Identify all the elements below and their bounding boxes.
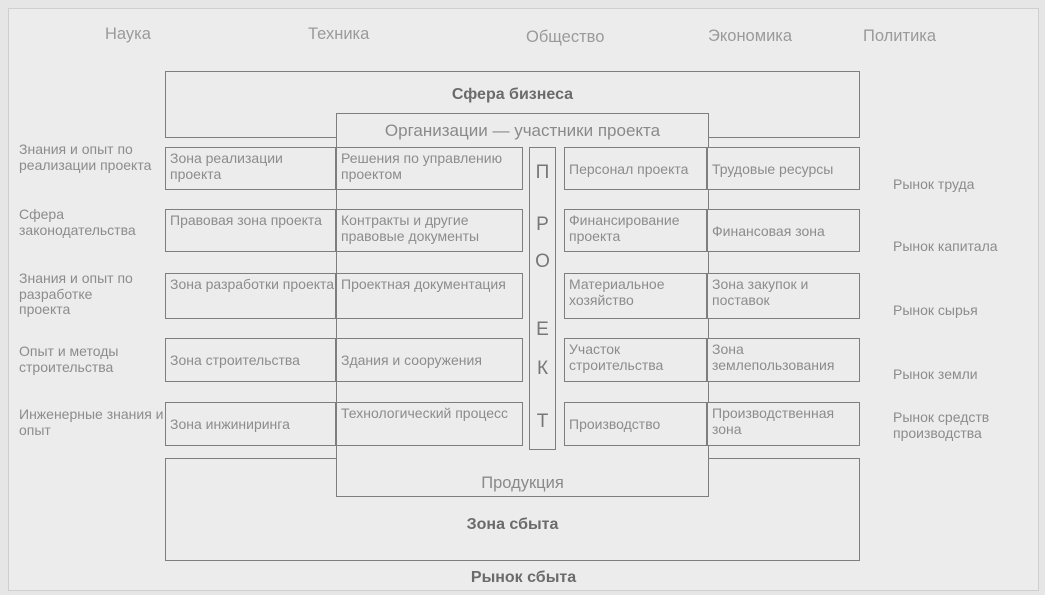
project-bar xyxy=(529,147,556,450)
inner-right-cell: Производство xyxy=(564,402,707,446)
label-science: Наука xyxy=(105,25,151,43)
outer-right-cell: Трудовые ресурсы xyxy=(707,147,860,190)
outer-right-cell: Финансовая зона xyxy=(707,209,860,252)
label-technology: Техника xyxy=(308,25,370,43)
label-politics: Политика xyxy=(863,27,937,45)
market-label: Рынок капитала xyxy=(893,238,998,254)
left-label: Опыт и методы строительства xyxy=(19,343,119,375)
inner-right-cell: Персонал проекта xyxy=(564,147,707,190)
zone-cell: Зона разработки проекта xyxy=(165,273,336,319)
inner-right-cell: Финансирование проекта xyxy=(564,209,707,252)
sales-market-title: Рынок сбыта xyxy=(470,569,577,586)
outer-right-cell: Зона закупок и поставок xyxy=(707,273,860,319)
zone-cell: Зона строительства xyxy=(165,338,336,382)
market-label: Рынок сырья xyxy=(893,302,978,318)
project-letter: К xyxy=(536,358,549,379)
sales-zone-title: Зона сбыта xyxy=(466,516,559,533)
inner-left-cell: Проектная документация xyxy=(336,273,523,319)
business-sphere-title: Сфера бизнеса xyxy=(451,86,574,103)
inner-left-cell: Здания и сооружения xyxy=(336,338,523,382)
zone-cell: Зона реализации проекта xyxy=(165,147,336,190)
left-label: Сфера законодательства xyxy=(19,206,136,238)
project-letter: О xyxy=(535,251,550,272)
project-letter: Е xyxy=(536,319,549,340)
market-label: Рынок средств производства xyxy=(893,409,990,441)
inner-left-cell: Технологический процесс xyxy=(336,402,523,446)
inner-right-cell: Участок строительства xyxy=(564,338,707,382)
zone-cell: Зона инжиниринга xyxy=(165,402,336,446)
market-label: Рынок земли xyxy=(893,366,978,382)
left-label: Знания и опыт по реализации проекта xyxy=(19,141,152,173)
products-title: Продукция xyxy=(481,474,564,492)
inner-left-cell: Контракты и другие правовые документы xyxy=(336,209,523,252)
project-letter: П xyxy=(535,162,550,183)
inner-right-cell: Материальное хозяйство xyxy=(564,273,707,319)
inner-left-cell: Решения по управлению проектом xyxy=(336,147,523,190)
project-letter: Т xyxy=(536,411,549,432)
outer-right-cell: Зона землепользования xyxy=(707,338,860,382)
zone-cell: Правовая зона проекта xyxy=(165,209,336,252)
outer-right-cell: Производственная зона xyxy=(707,402,860,446)
diagram-canvas xyxy=(8,8,1039,591)
organizations-title: Организации — участники проекта xyxy=(384,121,661,140)
left-label: Знания и опыт по разработке проекта xyxy=(19,270,133,317)
label-society: Общество xyxy=(526,28,605,46)
market-label: Рынок труда xyxy=(893,176,975,192)
project-letter: Р xyxy=(536,214,549,235)
label-economy: Экономика xyxy=(708,27,793,45)
left-label: Инженерные знания и опыт xyxy=(19,406,164,438)
